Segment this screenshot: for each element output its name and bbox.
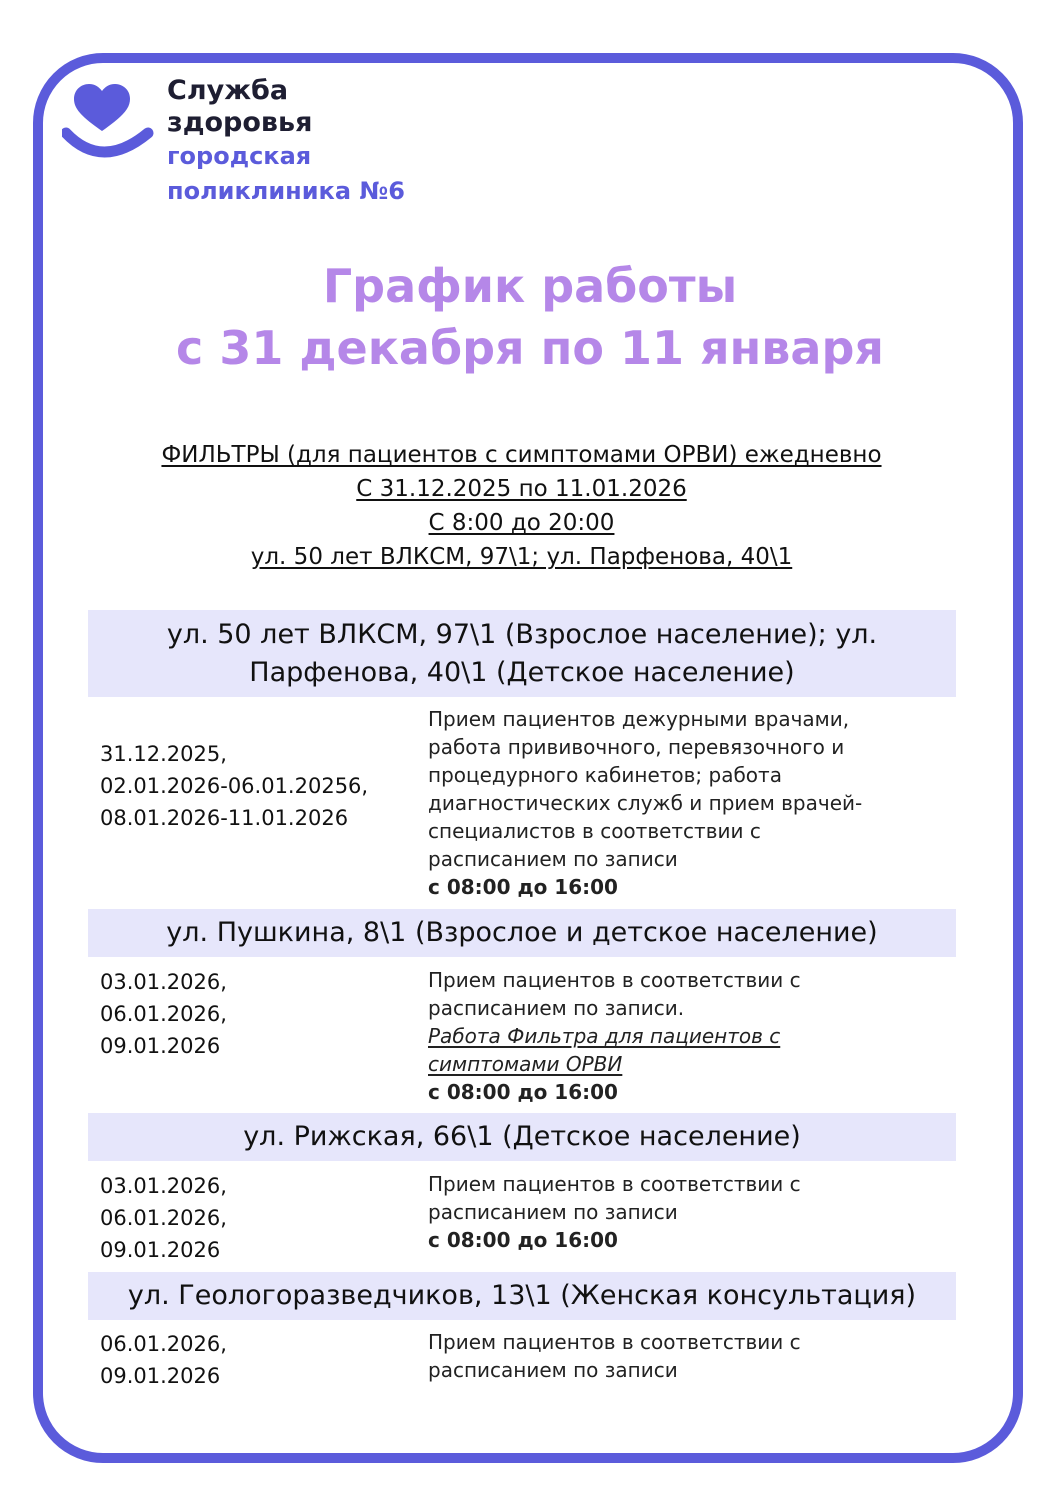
section-dates [100,738,420,834]
section-header-line: ул. 50 лет ВЛКСМ, 97\1 (Взрослое население); ул. [166,619,878,650]
date-item: 09.01.2026 [100,1364,221,1388]
section-dates [100,1170,420,1266]
section-description [428,966,948,1106]
hours-text: с 08:00 до 16:00 [428,875,618,899]
brand-text [167,75,487,209]
desc-line: диагностических служб и прием врачей- [428,791,863,815]
filters-line-2: С 31.12.2025 по 11.01.2026 [356,476,687,502]
date-item: 03.01.2026, [100,970,227,994]
desc-line: расписанием по записи [428,1358,678,1382]
brand-sub-2: поликлиника №6 [167,177,405,205]
page-title [0,255,1060,379]
desc-line: расписанием по записи [428,847,678,871]
brand-sub-1: городская [167,142,312,170]
filter-note-line: Работа Фильтра для пациентов с [428,1024,781,1048]
section-header-geologorazvedchikov [88,1272,956,1320]
title-line-2: с 31 декабря по 11 января [176,321,884,375]
date-item: 09.01.2026 [100,1238,221,1262]
section-header-vlksm [88,610,956,697]
date-item: 02.01.2026-06.01.20256, [100,774,369,798]
date-item: 06.01.2026, [100,1206,227,1230]
section-dates [100,966,420,1062]
section-description [428,1328,948,1384]
heart-smile-icon [62,75,154,167]
section-header-line: Парфенова, 40\1 (Детское население) [249,657,795,688]
desc-line: работа прививочного, перевязочного и [428,735,845,759]
section-header-line: ул. Рижская, 66\1 (Детское население) [243,1121,801,1152]
title-line-1: График работы [322,259,738,313]
section-header-pushkina [88,909,956,957]
date-item: 06.01.2026, [100,1332,227,1356]
filters-line-1: ФИЛЬТРЫ (для пациентов с симптомами ОРВИ) ежедневно [161,442,882,468]
date-item: 03.01.2026, [100,1174,227,1198]
section-header-line: ул. Пушкина, 8\1 (Взрослое и детское население) [166,917,878,948]
desc-line: специалистов в соответствии с [428,819,761,843]
filters-notice [0,438,1043,574]
desc-line: расписанием по записи. [428,996,685,1020]
hours-text: с 08:00 до 16:00 [428,1080,618,1104]
date-item: 08.01.2026-11.01.2026 [100,806,349,830]
date-item: 31.12.2025, [100,742,227,766]
desc-line: расписанием по записи [428,1200,678,1224]
hours-text: с 08:00 до 16:00 [428,1228,618,1252]
section-description [428,1170,948,1254]
desc-line: Прием пациентов в соответствии с [428,1330,801,1354]
section-header-rizhskaya [88,1113,956,1161]
section-description [428,705,948,901]
filters-line-4: ул. 50 лет ВЛКСМ, 97\1; ул. Парфенова, 40\1 [250,544,793,570]
brand-line-2: здоровья [167,107,313,138]
section-dates [100,1328,420,1392]
filters-line-3: С 8:00 до 20:00 [428,510,615,536]
desc-line: Прием пациентов в соответствии с [428,1172,801,1196]
desc-line: Прием пациентов в соответствии с [428,968,801,992]
date-item: 06.01.2026, [100,1002,227,1026]
section-header-line: ул. Геологоразведчиков, 13\1 (Женская консультация) [127,1280,917,1311]
desc-line: Прием пациентов дежурными врачами, [428,707,850,731]
filter-note-line: симптомами ОРВИ [428,1052,623,1076]
brand-line-1: Служба [167,75,289,106]
date-item: 09.01.2026 [100,1034,221,1058]
desc-line: процедурного кабинетов; работа [428,763,782,787]
